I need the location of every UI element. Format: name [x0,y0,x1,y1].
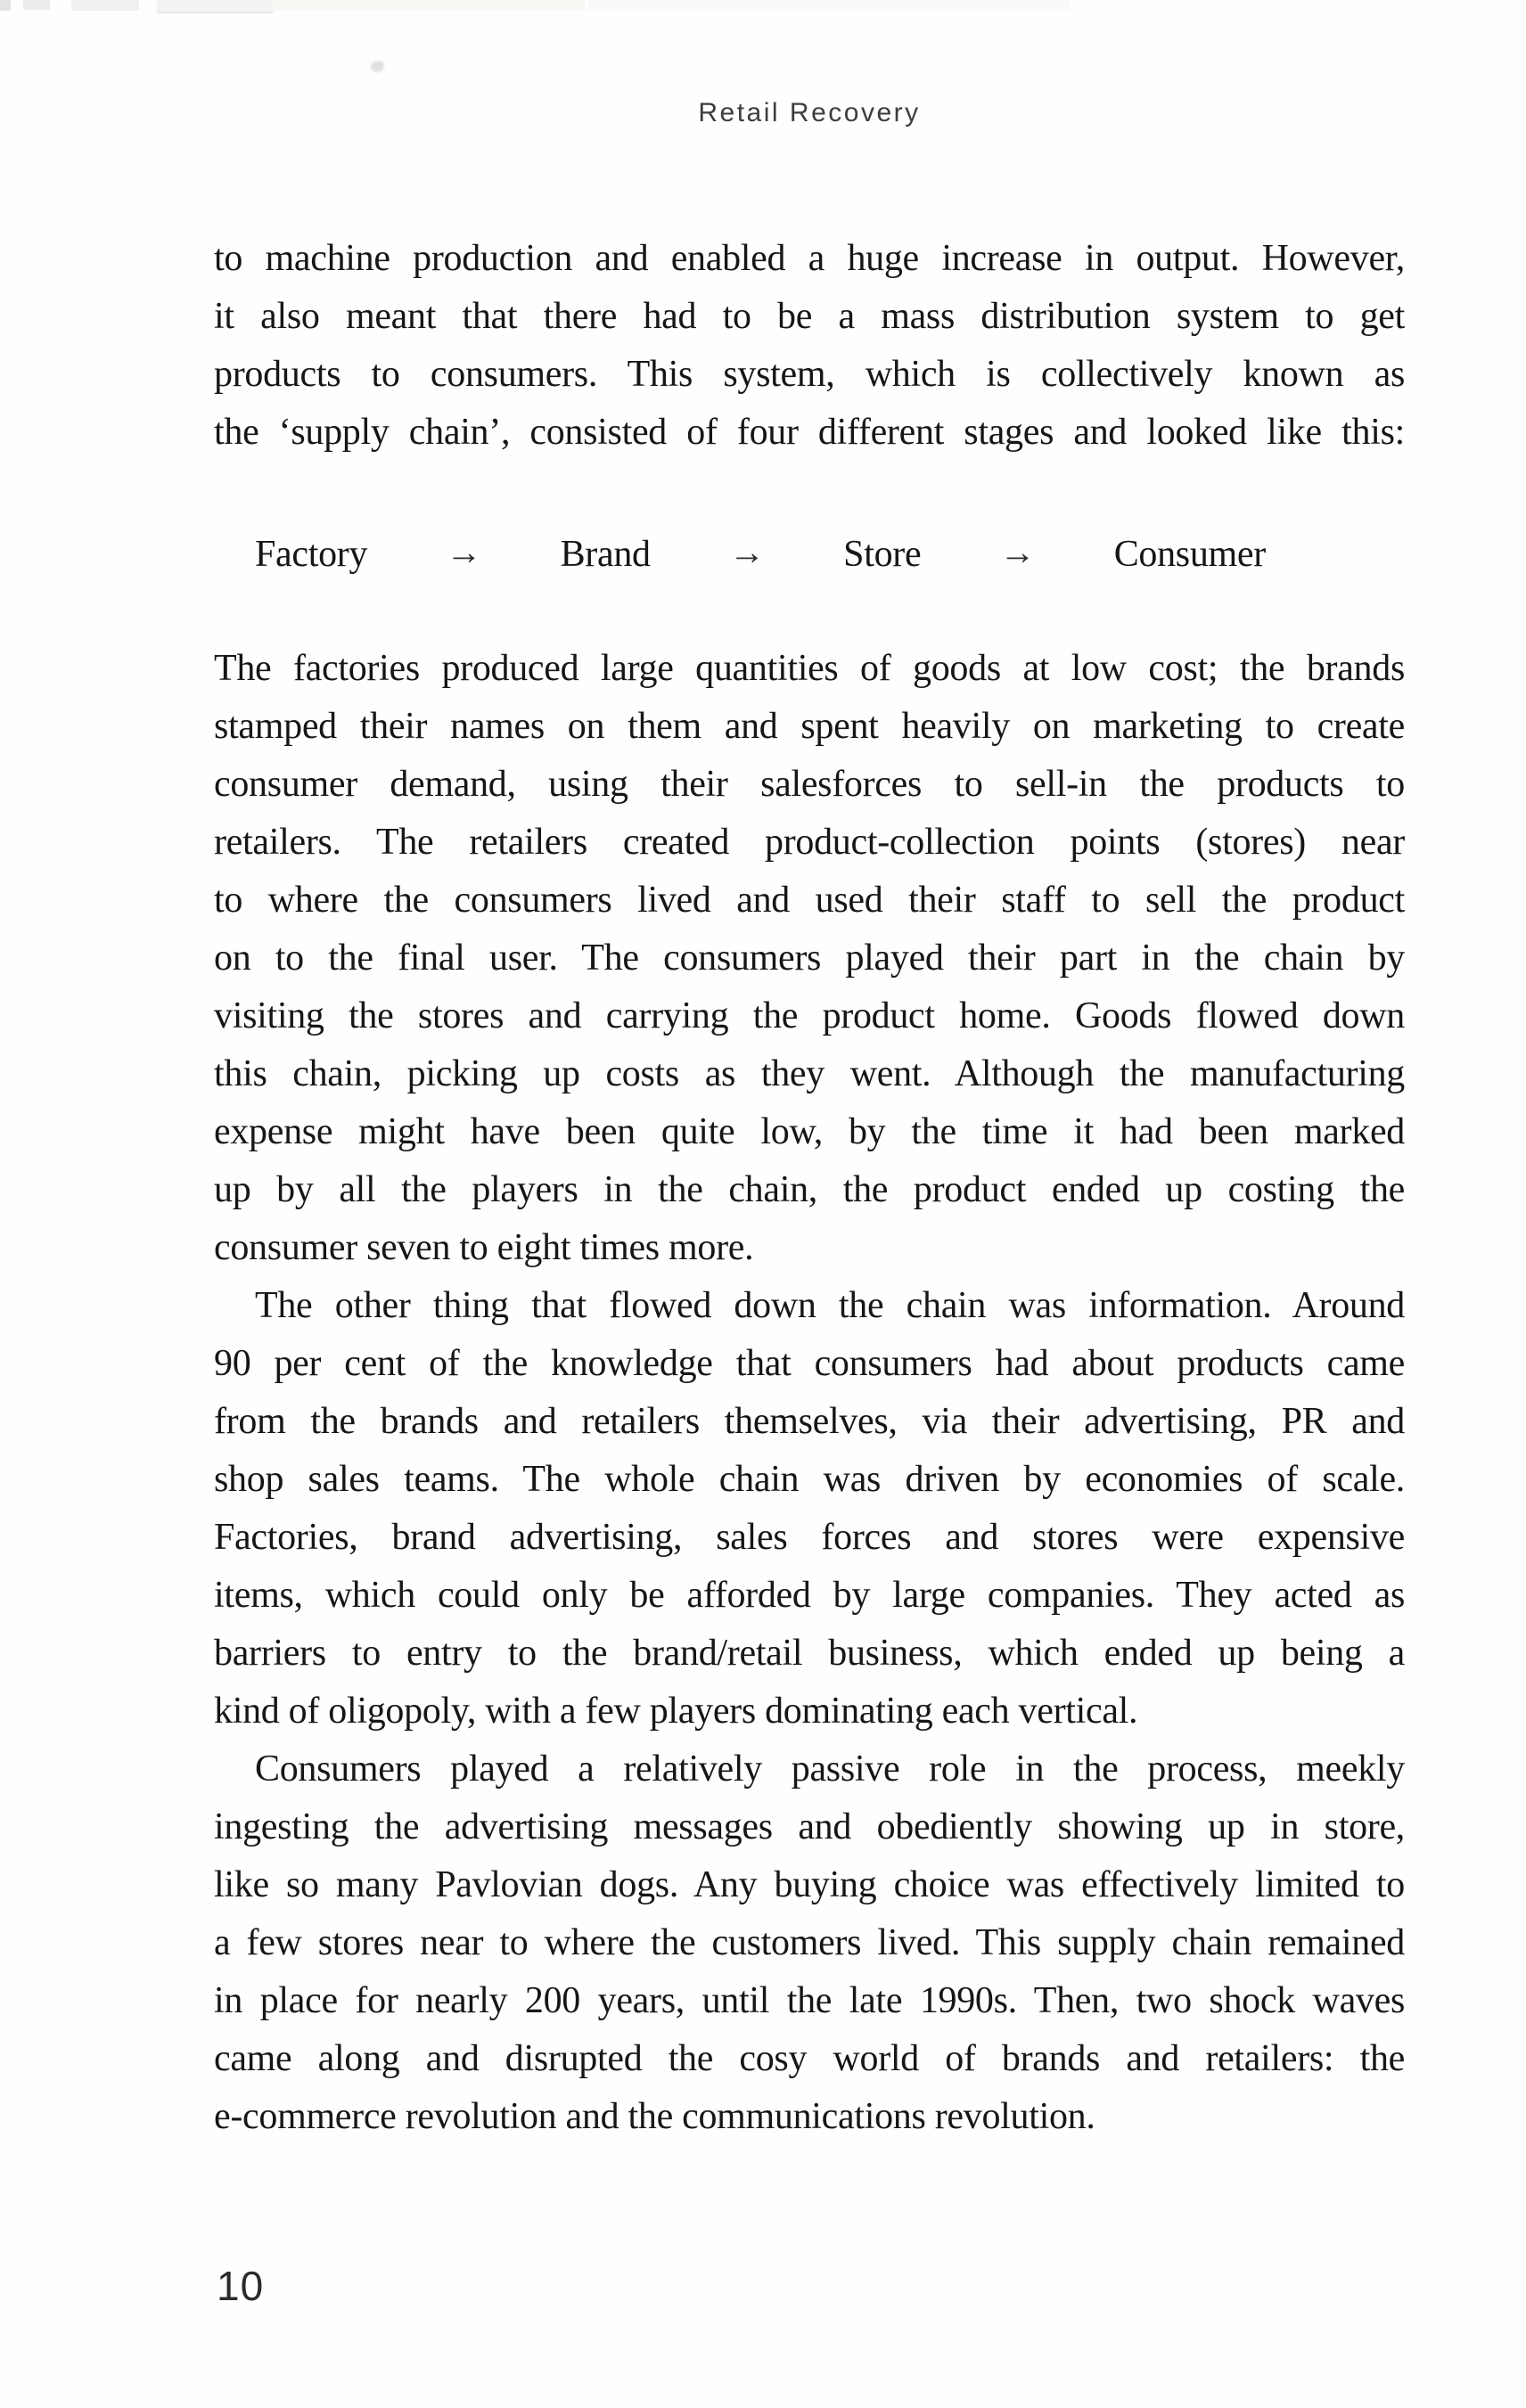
text-line: came along and disrupted the cosy world of brands and retailers: the [214,2038,1405,2079]
text-line: on to the final user. The consumers played their part in the chain by [214,938,1405,979]
paragraph-3 [214,1277,1405,1740]
text-line: in place for nearly 200 years, until the late 1990s. Then, two shock waves [214,1980,1405,2021]
text-line: this chain, picking up costs as they went. Although the manufacturing [214,1053,1405,1094]
text-line: barriers to entry to the brand/retail business, which ended up being a [214,1633,1405,1674]
chain-stage-factory: Factory [255,534,368,575]
scan-artifact [588,0,1070,10]
text-line: stamped their names on them and spent heavily on marketing to create [214,706,1405,747]
right-arrow-icon: → [446,533,482,572]
running-header: Retail Recovery [698,98,921,127]
paragraph-2 [214,640,1405,1277]
text-line: Factories, brand advertising, sales forces and stores were expensive [214,1517,1405,1558]
text-line: Consumers played a relatively passive role in the process, meekly [255,1749,1405,1790]
page-number: 10 [217,2263,265,2309]
text-line: ingesting the advertising messages and obediently showing up in store, [214,1806,1405,1847]
scan-artifact [273,0,585,11]
chain-stage-consumer: Consumer [1113,534,1266,575]
text-line: The factories produced large quantities of goods at low cost; the brands [214,648,1405,689]
paragraph-1 [214,230,1405,462]
right-arrow-icon: → [729,533,765,572]
text-line: expense might have been quite low, by the time it had been marked [214,1111,1405,1152]
text-line: products to consumers. This system, which is collectively known as [214,354,1405,395]
text-line: like so many Pavlovian dogs. Any buying choice was effectively limited to [214,1864,1405,1905]
chain-stage-store: Store [843,534,922,575]
text-line: retailers. The retailers created product-collection points (stores) near [214,822,1405,863]
scan-speckle [371,61,384,72]
supply-chain-diagram [214,526,1405,584]
text-line: items, which could only be afforded by large companies. They acted as [214,1575,1405,1616]
text-line: consumer demand, using their salesforces to sell-in the products to [214,764,1405,805]
scan-artifact [71,0,139,11]
right-arrow-icon: → [999,533,1036,572]
text-line: to machine production and enabled a huge increase in output. However, [214,238,1405,279]
text-line: consumer seven to eight times more. [214,1227,754,1268]
text-line: the ‘supply chain’, consisted of four different stages and looked like this: [214,412,1405,453]
text-line: from the brands and retailers themselves, via their advertising, PR and [214,1401,1405,1442]
text-line: it also meant that there had to be a mass distribution system to get [214,296,1405,337]
text-line: to where the consumers lived and used their staff to sell the product [214,880,1405,921]
text-line: shop sales teams. The whole chain was driven by economies of scale. [214,1459,1405,1500]
text-line: e-commerce revolution and the communications revolution. [214,2096,1095,2137]
scan-artifact [23,0,50,10]
text-line: visiting the stores and carrying the product home. Goods flowed down [214,995,1405,1036]
scan-artifact [0,0,11,11]
text-line: The other thing that flowed down the chain was information. Around [255,1285,1405,1326]
text-line: 90 per cent of the knowledge that consumers had about products came [214,1343,1405,1384]
text-line: kind of oligopoly, with a few players dominating each vertical. [214,1691,1138,1732]
text-line: up by all the players in the chain, the product ended up costing the [214,1169,1405,1210]
chain-stage-brand: Brand [560,534,651,575]
text-line: a few stores near to where the customers lived. This supply chain remained [214,1922,1405,1963]
scan-artifact [157,0,273,13]
paragraph-4 [214,1740,1405,2146]
page-content [214,230,1405,2146]
